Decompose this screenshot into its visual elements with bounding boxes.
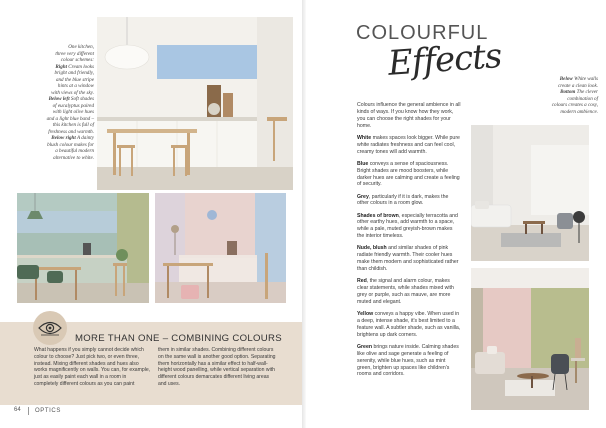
title-colourful: COLOURFUL — [356, 22, 489, 44]
photo-green-kitchen — [17, 193, 149, 303]
photo-colourful-living-room — [471, 268, 589, 410]
paragraph-brown: Shades of brown, especially terracotta and other earthy hues, add warmth to a space, while a pale, muted greyish-brown makes the interior timeless. — [357, 212, 458, 240]
paragraph-red: Red, the signal and alarm colour, makes clear statements, while shades mixed with grey or purple, such as mauve, are more muted and elegant. — [357, 278, 454, 305]
paragraph-nude: Nude, blush and similar shades of pink radiate friendly warmth. Their cooler hues make them modern and sophisticated rather than childish. — [357, 245, 459, 273]
folio-divider — [28, 407, 29, 415]
band-text-column-2: them in similar shades. Combining different colours on the same wall is another good option. Separating them horizontally has a similar effect to half-wall-height wood panelling, while vertical separation with different colours demarcates different living areas and uses. — [158, 347, 276, 387]
section-label: OPTICS — [35, 408, 61, 414]
intro-paragraph: Colours influence the general ambience in all kinds of ways. If you know how they work, you can choose the right shades for your home. — [357, 102, 461, 129]
paragraph-green: Green brings nature inside. Calming shades like olive and sage generate a feeling of serenity, while blue hues, such as mint green, brighten up spaces like children's rooms and corridors. — [357, 343, 459, 378]
page-number: 64 — [14, 407, 21, 413]
band-title: MORE THAN ONE – COMBINING COLOURS — [75, 333, 282, 344]
title-effects: Effects — [386, 36, 503, 84]
eye-icon — [38, 320, 62, 336]
paragraph-white: White makes spaces look bigger. While pure white radiates freshness and can feel cool, creamy tones will add warmth. — [357, 134, 460, 155]
photo-cream-kitchen — [97, 17, 293, 190]
colour-guide-text — [357, 102, 461, 384]
band-text-column-1: What happens if you simply cannot decide which colour to choose? Just pick two, or even three, instead. Mixing different shades and hues also works magnificently on walls. You can, for example, just as easily paint each wall in a room in completely different colours as you can paint — [34, 347, 151, 387]
spine-shadow — [302, 0, 306, 428]
paragraph-blue: Blue conveys a sense of spaciousness. Bright shades are mood boosters, while darker hues are calming and create a feeling of security. — [357, 160, 460, 188]
photo-white-living-room — [471, 125, 589, 261]
caption-left: One kitchen, three very different colour schemes: Right Cream looks bright and friendly, and the blue stripe hints at a window with views of the sky. Below left Soft shades of eucalyptus paired with light olive hues and a light blue band – this kitchen is full of freshness and warmth. Below right A dainty blush colour makes for a beautiful modern alternative to white. — [46, 44, 94, 161]
caption-right: Below White walls create a clean look. Bottom The clever combination of colours creates a cosy, modern ambience. — [551, 76, 598, 115]
eye-badge — [33, 311, 67, 345]
photo-blush-kitchen — [155, 193, 286, 303]
paragraph-grey: Grey, particularly if it is dark, makes the other colours in a room glow. — [357, 193, 449, 207]
paragraph-yellow: Yellow conveys a happy vibe. When used in a deep, intense shade, it's best limited to a feature wall. A subtler shade, such as vanilla, brightens up dark corners. — [357, 310, 461, 338]
